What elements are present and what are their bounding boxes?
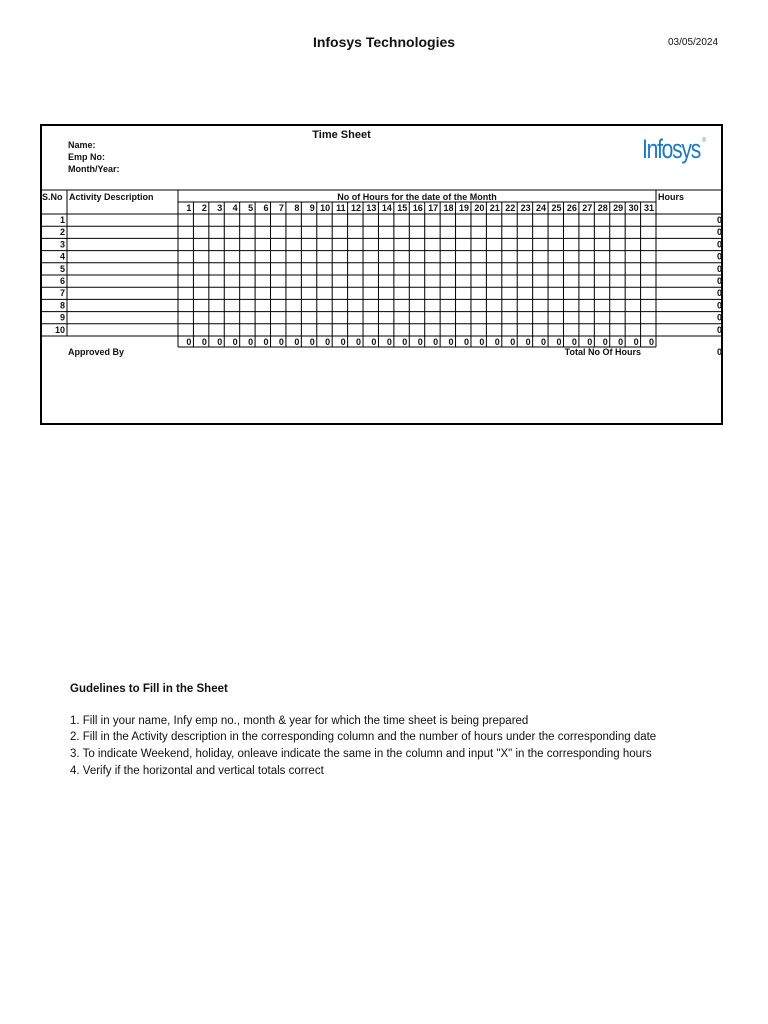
day-total: 0 [217,337,223,347]
day-number: 4 [232,203,238,213]
row-total: 0 [716,324,722,335]
row-total: 0 [716,251,722,262]
day-total: 0 [278,337,284,347]
day-number: 1 [186,203,192,213]
day-number: 5 [248,203,254,213]
day-number: 20 [474,203,485,213]
month-year-label: Month/Year: [68,164,120,174]
row-number: 4 [59,251,65,262]
row-number: 9 [59,312,65,323]
day-total: 0 [294,337,300,347]
row-total: 0 [716,276,722,286]
day-total: 0 [602,337,608,347]
day-total: 0 [232,337,238,347]
day-total: 0 [417,337,423,347]
day-total: 0 [618,337,624,347]
day-number: 9 [309,203,315,213]
row-number: 2 [59,227,65,238]
day-number: 24 [536,203,547,213]
day-number: 15 [397,203,408,213]
day-total: 0 [571,337,577,347]
emp-no-label: Emp No: [68,152,105,162]
row-total: 0 [716,239,722,250]
day-number: 3 [217,203,223,213]
row-number: 6 [59,276,65,286]
approved-by-label: Approved By [68,347,125,357]
day-number: 18 [443,203,454,213]
day-number: 16 [412,203,423,213]
day-number: 27 [582,203,593,213]
day-total: 0 [201,337,207,347]
row-number: 7 [59,288,65,299]
logo-registered-mark: ® [702,138,705,144]
day-number: 19 [458,203,469,213]
day-total: 0 [248,337,254,347]
row-total: 0 [716,263,722,274]
print-date: 03/05/2024 [668,37,719,48]
guideline-item-2: 2. Fill in the Activity description in the corresponding column and the number of hours under the corresponding date [70,731,657,743]
day-total: 0 [356,337,362,347]
row-total: 0 [716,215,722,225]
guideline-item-4: 4. Verify if the horizontal and vertical totals correct [70,765,324,777]
day-number: 13 [366,203,377,213]
guideline-item-1: 1. Fill in your name, Infy emp no., month & year for which the time sheet is being prepared [70,715,529,727]
day-total: 0 [433,337,439,347]
total-hours-label: Total No Of Hours [564,347,641,357]
day-number: 21 [489,203,500,213]
logo-text: Infosys [642,134,700,164]
timesheet-title: Time Sheet [312,129,371,141]
day-total: 0 [541,337,547,347]
day-number: 8 [294,203,300,213]
day-total: 0 [402,337,408,347]
day-total: 0 [463,337,469,347]
company-title: Infosys Technologies [312,34,456,50]
guideline-item-3: 3. To indicate Weekend, holiday, onleave indicate the same in the column and input "X" in the corresponding hours [70,748,652,760]
row-total: 0 [716,227,722,238]
day-total: 0 [633,337,639,347]
day-total: 0 [263,337,269,347]
row-number: 1 [59,215,65,225]
name-label: Name: [68,140,96,150]
day-total: 0 [340,337,346,347]
day-number: 17 [428,203,439,213]
day-total: 0 [525,337,531,347]
day-total: 0 [556,337,562,347]
row-number: 8 [59,300,65,311]
day-total: 0 [510,337,516,347]
day-total: 0 [494,337,500,347]
day-number: 22 [505,203,516,213]
day-number: 26 [566,203,577,213]
day-total: 0 [186,337,192,347]
row-number: 10 [54,324,65,335]
activity-header: Activity Description [69,192,154,202]
day-total: 0 [648,337,654,347]
day-number: 14 [381,203,392,213]
day-number: 2 [201,203,207,213]
day-total: 0 [309,337,315,347]
row-number: 5 [59,263,65,274]
total-hours-value: 0 [716,347,722,357]
hours-group-header: No of Hours for the date of the Month [337,192,497,202]
day-total: 0 [371,337,377,347]
hours-header: Hours [658,192,685,202]
day-number: 7 [278,203,284,213]
day-number: 11 [336,203,346,213]
day-number: 12 [351,203,362,213]
day-total: 0 [479,337,485,347]
row-total: 0 [716,312,722,323]
day-total: 0 [386,337,392,347]
day-number: 25 [551,203,562,213]
guidelines-title: Gudelines to Fill in the Sheet [70,683,228,695]
day-total: 0 [587,337,593,347]
day-total: 0 [325,337,331,347]
day-total: 0 [448,337,454,347]
row-number: 3 [59,239,65,250]
day-number: 10 [320,203,331,213]
day-number: 29 [613,203,624,213]
row-total: 0 [716,300,722,311]
day-number: 28 [597,203,608,213]
day-number: 31 [643,203,654,213]
day-number: 6 [263,203,269,213]
sno-header: S.No [42,192,63,202]
day-number: 30 [628,203,639,213]
day-number: 23 [520,203,531,213]
row-total: 0 [716,288,722,299]
